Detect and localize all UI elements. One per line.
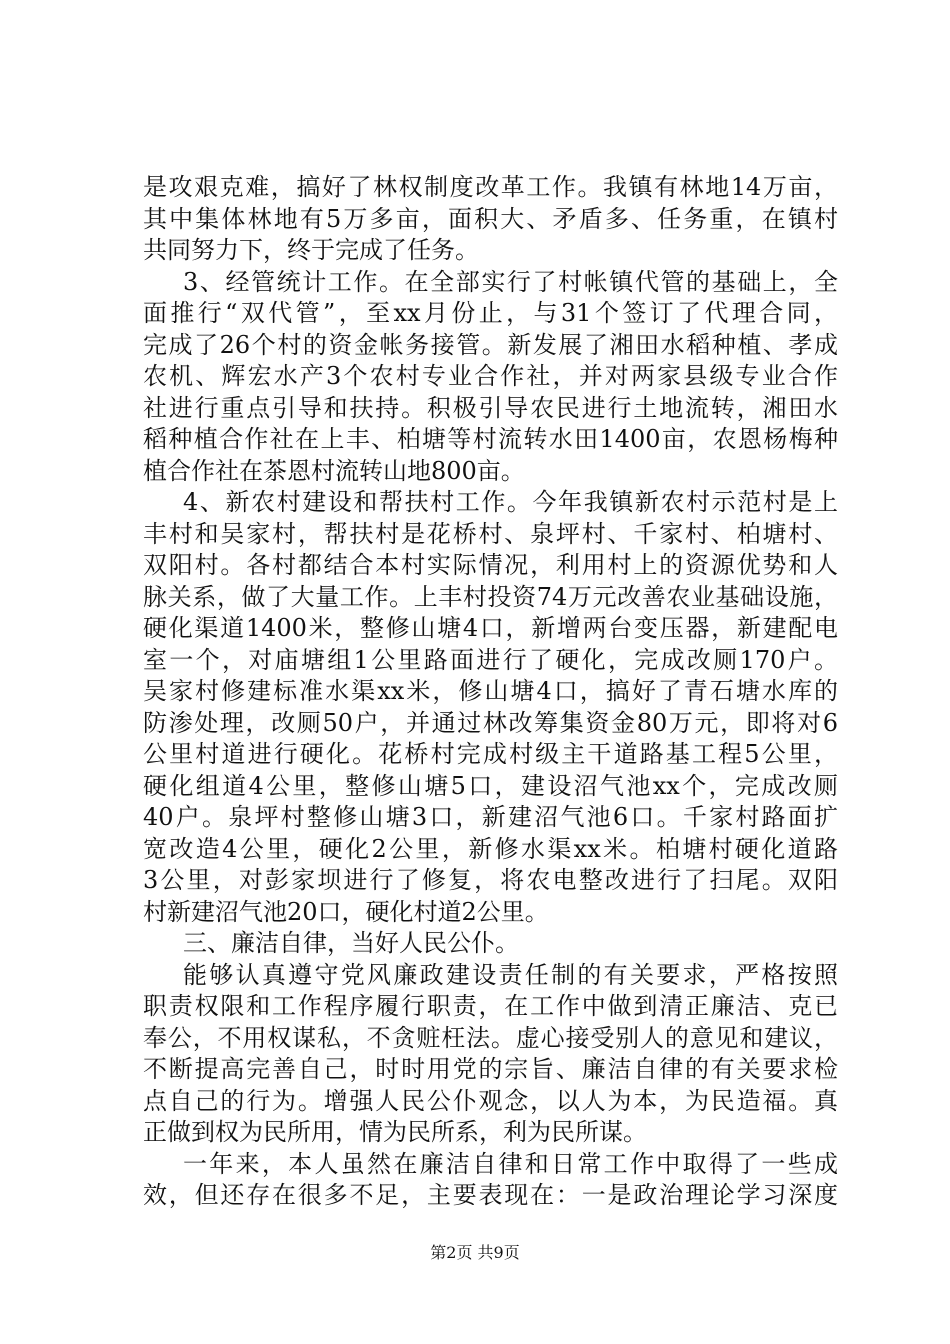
text-line: 面推行“双代管”，至xx月份止，与31个签订了代理合同，	[143, 299, 838, 327]
text-line: 植合作社在茶恩村流转山地800亩。	[143, 456, 525, 485]
text-line: 其中集体林地有5万多亩，面积大、矛盾多、任务重，在镇村	[143, 204, 838, 233]
text-line: 点自己的行为。增强人民公仆观念，以人为本，为民造福。真	[143, 1086, 838, 1115]
text-line: 共同努力下，终于完成了任务。	[143, 236, 479, 264]
text-line: 硬化组道4公里，整修山塘5口，建设沼气池xx个，完成改厕	[143, 771, 838, 800]
text-line: 奉公，不用权谋私，不贪赃枉法。虚心接受别人的意见和建议，	[143, 1023, 838, 1052]
paragraph-continuation	[143, 172, 838, 267]
text-line: 完成了26个村的资金帐务接管。新发展了湘田水稻种植、孝成	[143, 330, 838, 359]
text-line: 40户。泉坪村整修山塘3口，新建沼气池6口。千家村路面扩	[143, 803, 838, 831]
text-line: 3、经管统计工作。在全部实行了村帐镇代管的基础上，全	[183, 267, 838, 296]
text-line: 社进行重点引导和扶持。积极引导农民进行土地流转，湘田水	[143, 393, 838, 422]
body-text	[143, 172, 838, 1212]
heading-line: 三、廉洁自律，当好人民公仆。	[183, 929, 519, 957]
page-number-footer: 第2页 共9页	[430, 1243, 520, 1262]
text-line: 4、新农村建设和帮扶村工作。今年我镇新农村示范村是上	[183, 488, 838, 516]
text-line: 双阳村。各村都结合本村实际情况，利用村上的资源优势和人	[143, 551, 838, 579]
text-line: 室一个，对庙塘组1公里路面进行了硬化，完成改厕170户。	[143, 645, 838, 674]
text-line: 职责权限和工作程序履行职责，在工作中做到清正廉洁、克已	[143, 992, 838, 1020]
text-line: 一年来，本人虽然在廉洁自律和日常工作中取得了一些成	[183, 1149, 838, 1178]
text-line: 是攻艰克难，搞好了林权制度改革工作。我镇有林地14万亩，	[143, 173, 838, 201]
text-line: 村新建沼气池20口，硬化村道2公里。	[143, 897, 549, 926]
text-line: 3公里，对彭家坝进行了修复，将农电整改进行了扫尾。双阳	[143, 866, 838, 894]
text-line: 吴家村修建标准水渠xx米，修山塘4口，搞好了青石塘水库的	[143, 677, 838, 705]
text-line: 硬化渠道1400米，整修山塘4口，新增两台变压器，新建配电	[143, 614, 838, 642]
text-line: 能够认真遵守党风廉政建设责任制的有关要求，严格按照	[183, 960, 838, 989]
text-line: 宽改造4公里，硬化2公里，新修水渠xx米。柏塘村硬化道路	[143, 834, 838, 863]
text-line: 不断提高完善自己，时时用党的宗旨、廉洁自律的有关要求检	[143, 1055, 838, 1083]
paragraph-new-village	[143, 487, 838, 928]
text-line: 防渗处理，改厕50户，并通过林改筹集资金80万元，即将对6	[143, 708, 838, 737]
text-line: 正做到权为民所用，情为民所系，利为民所谋。	[143, 1118, 647, 1146]
text-line: 农机、辉宏水产3个农村专业合作社，并对两家县级专业合作	[143, 362, 838, 390]
text-line: 效，但还存在很多不足，主要表现在：一是政治理论学习深度	[143, 1181, 838, 1209]
paragraph-shortcomings	[143, 1149, 838, 1212]
text-line: 稻种植合作社在上丰、柏塘等村流转水田1400亩，农恩杨梅种	[143, 425, 838, 453]
text-line: 公里村道进行硬化。花桥村完成村级主干道路基工程5公里，	[143, 740, 838, 768]
paragraph-integrity	[143, 960, 838, 1149]
text-line: 脉关系，做了大量工作。上丰村投资74万元改善农业基础设施，	[143, 582, 838, 611]
paragraph-statistics-work	[143, 267, 838, 488]
section-heading	[143, 928, 838, 960]
text-line: 丰村和吴家村，帮扶村是花桥村、泉坪村、千家村、柏塘村、	[143, 519, 838, 548]
